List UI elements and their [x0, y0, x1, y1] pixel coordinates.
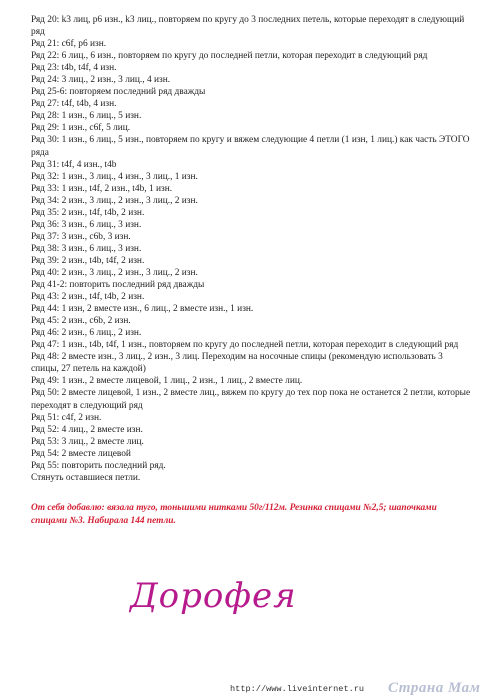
knitting-instructions	[31, 14, 471, 484]
instruction-row: Ряд 52: 4 лиц., 2 вместе изн.	[31, 424, 143, 435]
instruction-row: Ряд 39: 2 изн., t4b, t4f, 2 изн.	[31, 255, 145, 266]
site-logo: Страна Мам	[388, 680, 481, 696]
instruction-row: Ряд 46: 2 изн., 6 лиц., 2 изн.	[31, 328, 142, 339]
instruction-row: Ряд 48: 2 вместе изн., 3 лиц., 2 изн., 3 лиц. Переходим на носочные спицы (рекомендую использовать 3 спицы, 27 петель на каждой)	[31, 352, 443, 375]
instruction-row: Ряд 34: 2 изн., 3 лиц., 2 изн., 3 лиц., 2 изн.	[31, 195, 198, 206]
instruction-row: Ряд 20: k3 лиц, p6 изн., k3 лиц., повторяем по кругу до 3 последних петель, которые переходят в следующий ряд	[31, 15, 465, 38]
instruction-row: Ряд 40: 2 изн., 3 лиц., 2 изн., 3 лиц., 2 изн.	[31, 267, 198, 278]
instruction-row: Ряд 54: 2 вместе лицевой	[31, 448, 131, 459]
instruction-row: Ряд 43: 2 изн., t4f, t4b, 2 изн.	[31, 292, 145, 303]
instruction-row: Ряд 29: 1 изн., c6f, 5 лиц.	[31, 123, 131, 134]
instruction-row: Ряд 49: 1 изн., 2 вместе лицевой, 1 лиц., 2 изн., 1 лиц., 2 вместе лиц.	[31, 376, 303, 387]
instruction-row: Ряд 35: 2 изн., t4f, t4b, 2 изн.	[31, 207, 145, 218]
instruction-row: Ряд 28: 1 изн., 6 лиц., 5 изн.	[31, 111, 142, 122]
instruction-row: Ряд 21: c6f, p6 изн.	[31, 39, 107, 50]
instruction-row: Ряд 23: t4b, t4f, 4 изн.	[31, 63, 117, 74]
footer-url[interactable]: http://www.liveinternet.ru	[230, 684, 365, 694]
instruction-row: Ряд 30: 1 изн., 6 лиц., 5 изн., повторяем по кругу и вяжем следующие 4 петли (1 изн, 1 лиц.) как часть ЭТОГО ряда	[31, 135, 470, 158]
signature: Дорофея	[130, 576, 297, 616]
instruction-row: Ряд 38: 3 изн., 6 лиц., 3 изн.	[31, 243, 142, 254]
instruction-row: Стянуть оставшиеся петли.	[31, 472, 141, 483]
instruction-row: Ряд 55: повторить последний ряд.	[31, 460, 166, 471]
instruction-row: Ряд 24: 3 лиц., 2 изн., 3 лиц., 4 изн.	[31, 75, 171, 86]
instruction-row: Ряд 25-6: повторяем последний ряд дважды	[31, 87, 206, 98]
instruction-row: Ряд 44: 1 изн, 2 вместе изн., 6 лиц., 2 вместе изн., 1 изн.	[31, 304, 254, 315]
instruction-row: Ряд 32: 1 изн., 3 лиц., 4 изн., 3 лиц., 1 изн.	[31, 171, 198, 182]
instruction-row: Ряд 41-2: повторить последний ряд дважды	[31, 280, 205, 291]
instruction-row: Ряд 27: t4f, t4b, 4 изн.	[31, 99, 117, 110]
instruction-row: Ряд 31: t4f, 4 изн., t4b	[31, 159, 117, 170]
instruction-row: Ряд 47: 1 изн., t4b, t4f, 1 изн., повторяем по кругу до последней петли, которая переходит в следующий ряд	[31, 340, 459, 351]
instruction-row: Ряд 37: 3 изн., c6b, 3 изн.	[31, 231, 131, 242]
instruction-row: Ряд 45: 2 изн., c6b, 2 изн.	[31, 316, 131, 327]
instruction-row: Ряд 51: c4f, 2 изн.	[31, 412, 102, 423]
instruction-row: Ряд 33: 1 изн., t4f, 2 изн., t4b, 1 изн.	[31, 183, 173, 194]
instruction-row: Ряд 53: 3 лиц., 2 вместе лиц.	[31, 436, 144, 447]
footer-watermark	[226, 680, 494, 699]
instruction-row: Ряд 22: 6 лиц., 6 изн., повторяем по кругу до последней петли, которая переходит в следующий ряд	[31, 51, 428, 62]
instruction-row: Ряд 36: 3 изн., 6 лиц., 3 изн.	[31, 219, 142, 230]
author-note: От себя добавлю: вязала туго, тоньшими нитками 50г/112м. Резинка спицами №2,5; шапочками спицами №3. Набирала 144 петли.	[31, 503, 437, 526]
instruction-row: Ряд 50: 2 вместе лицевой, 1 изн., 2 вместе лиц., вяжем по кругу до тех пор пока не останется 2 петли, которые переходят в следующий ряд	[31, 388, 471, 411]
